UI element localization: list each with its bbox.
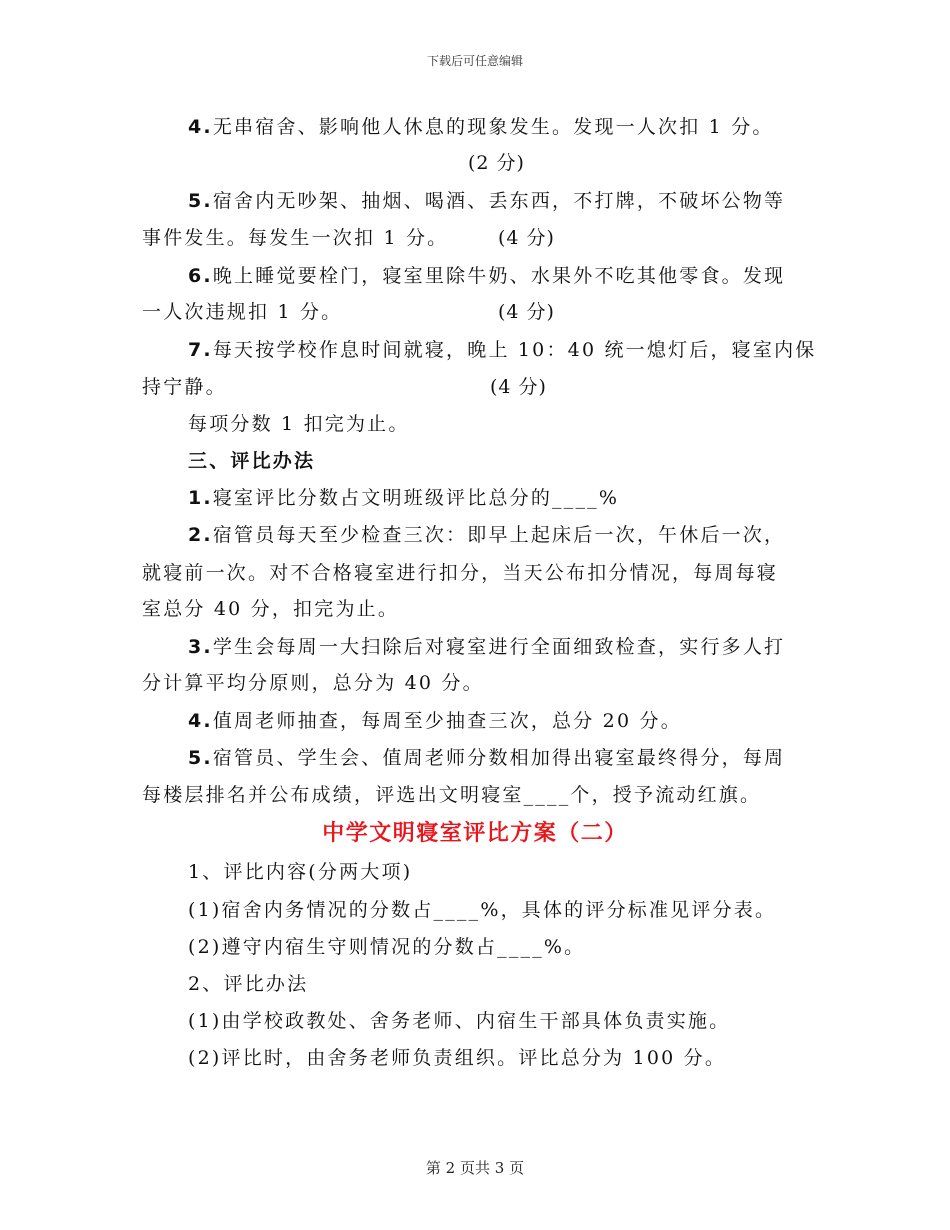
item-number: 3.	[188, 636, 213, 658]
item-number: 5.	[188, 747, 213, 769]
plan2-item-2-2	[188, 1045, 726, 1071]
method-item-4	[188, 708, 682, 734]
item-5-score: (4 分)	[498, 227, 555, 249]
plan2-item-1-2	[188, 934, 585, 960]
item-text: 评比时，由舍务老师负责组织。评比总分为 100 分。	[221, 1047, 727, 1069]
method-item-3-cont: 分计算平均分原则，总分为 40 分。	[142, 672, 484, 694]
item-text: 由学校政教处、舍务老师、内宿生干部具体负责实施。	[221, 1010, 731, 1032]
method-item-5	[188, 745, 785, 771]
item-text: 宿舍内无吵架、抽烟、喝酒、丢东西，不打牌，不破坏公物等	[212, 190, 786, 212]
rule-item-7-cont: 持宁静。	[142, 376, 227, 398]
item-text: 晚上睡觉要栓门，寝室里除牛奶、水果外不吃其他零食。发现	[212, 265, 786, 287]
item-number: 4.	[188, 710, 213, 732]
item-text: 宿舍内务情况的分数占____%，具体的评分标准见评分表。	[221, 899, 777, 921]
rule-item-6-cont: 一人次违规扣 1 分。	[142, 301, 343, 323]
item-number: 7.	[188, 339, 213, 361]
item-text: 寝室评比分数占文明班级评比总分的____%	[212, 487, 620, 509]
plan-title: 中学文明寝室评比方案（二）	[322, 820, 628, 846]
item-6-score: (4 分)	[498, 301, 555, 323]
rule-item-4	[188, 114, 774, 140]
method-item-5-cont: 每楼层排名并公布成绩，评选出文明寝室____个，授予流动红旗。	[142, 784, 762, 806]
method-item-1	[188, 485, 619, 511]
item-text: 遵守内宿生守则情况的分数占____%。	[221, 936, 586, 958]
item-number: 1.	[188, 487, 213, 509]
item-text: 值周老师抽查，每周至少抽查三次，总分 20 分。	[212, 710, 682, 732]
plan2-item-2-1	[188, 1008, 730, 1034]
item-7-score: (4 分)	[490, 376, 547, 398]
page-header: 下载后可任意编辑	[426, 54, 523, 68]
item-text: 宿管员、学生会、值周老师分数相加得出寝室最终得分，每周	[212, 747, 786, 769]
item-text: 每天按学校作息时间就寝，晚上 10：40 统一熄灯后，寝室内保	[212, 339, 817, 361]
rule-item-5-cont: 事件发生。每发生一次扣 1 分。	[142, 227, 449, 249]
method-item-2	[188, 522, 785, 548]
method-item-2-cont2: 室总分 40 分，扣完为止。	[142, 598, 400, 620]
rule-item-6	[188, 263, 785, 289]
item-number: 5.	[188, 190, 213, 212]
item-number: 2.	[188, 524, 213, 546]
item-text: 无串宿舍、影响他人休息的现象发生。发现一人次扣 1 分。	[212, 116, 774, 138]
method-item-2-cont: 就寝前一次。对不合格寝室进行扣分，当天公布扣分情况，每周每寝	[142, 562, 779, 584]
item-text: 学生会每周一大扫除后对寝室进行全面细致检查，实行多人打	[212, 636, 786, 658]
item-4-score: (2 分)	[468, 152, 525, 174]
item-text: 宿管员每天至少检查三次：即早上起床后一次，午休后一次，	[212, 524, 786, 546]
item-number: 4.	[188, 116, 213, 138]
item-number: (2)	[188, 1047, 222, 1069]
plan2-section-2: 2、评比办法	[188, 973, 309, 995]
rule-item-5	[188, 188, 785, 214]
plan2-section-1: 1、评比内容(分两大项)	[188, 861, 413, 883]
method-item-3	[188, 634, 785, 660]
rule-item-7	[188, 337, 816, 363]
item-number: (1)	[188, 1010, 222, 1032]
section-heading: 三、评比办法	[188, 450, 316, 472]
page-footer: 第 2 页共 3 页	[425, 1159, 525, 1177]
plan2-item-1-1	[188, 897, 776, 923]
scoring-note: 每项分数 1 扣完为止。	[188, 413, 410, 435]
item-number: (2)	[188, 936, 222, 958]
item-number: 6.	[188, 265, 213, 287]
item-number: (1)	[188, 899, 222, 921]
